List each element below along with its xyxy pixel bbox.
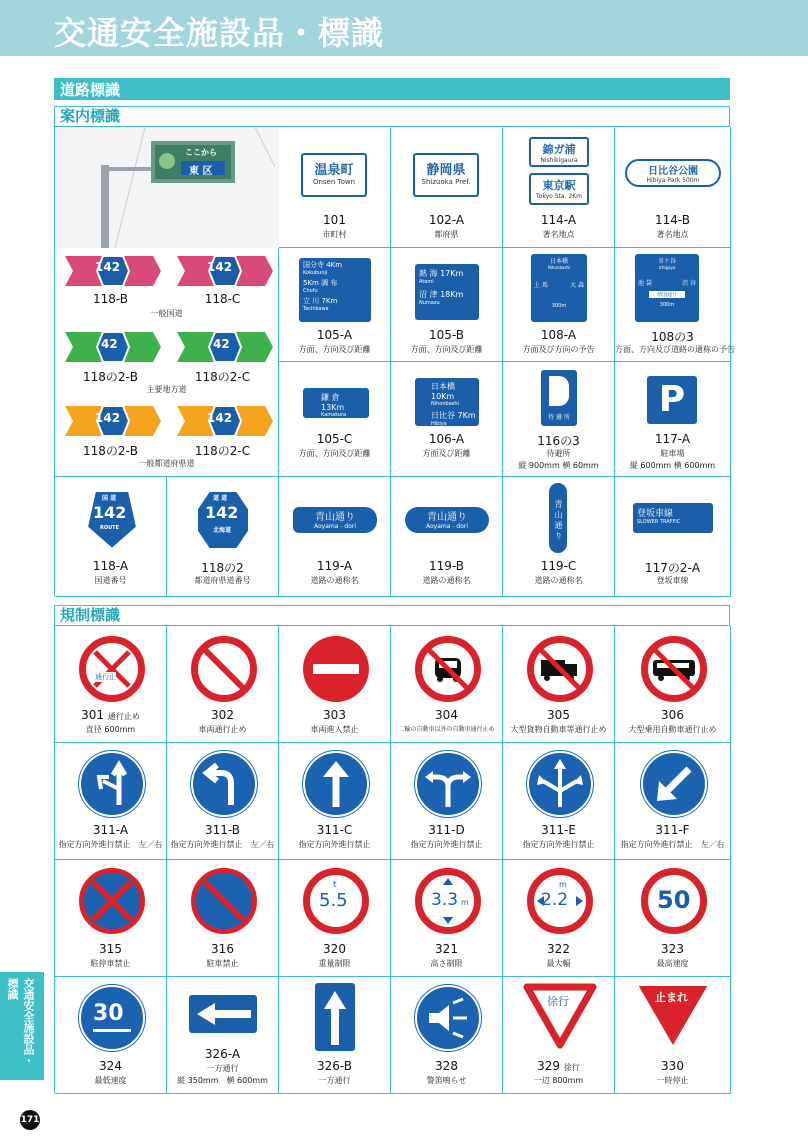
sign-114a-bottom: 東京駅 Tokyo Sta. 2Km (529, 173, 589, 205)
sign-desc-2: 縦 900mm 横 60mm (518, 461, 599, 470)
sign-desc-2: 縦 600mm 横 600mm (629, 461, 716, 470)
sign-cell-326b (279, 977, 391, 1094)
page-title: 交通安全施設品・標識 (54, 14, 385, 52)
sign-code: 118の2-C (194, 370, 251, 384)
sign-desc: 最低速度 (94, 1076, 127, 1085)
sign-323-value: 50 (657, 886, 691, 914)
photo-sign-text-1: ここから (185, 148, 217, 157)
sign-code: 118-A (92, 559, 129, 573)
sign-code: 306 (661, 708, 684, 722)
sign-code: 329 (537, 1059, 561, 1073)
arrow-up-icon (303, 751, 369, 817)
sign-desc: 方面、方向及び道路の通称の予告 (615, 345, 735, 354)
sign-desc: 車両通行止め (198, 725, 247, 734)
sign-cell-315 (55, 860, 167, 977)
sign-301-cross (79, 636, 145, 702)
guide-photo-cell (55, 127, 279, 248)
sign-320-value: 5.5 (319, 890, 348, 911)
arrow-split-left-right-icon (415, 751, 481, 817)
sign-desc: 車両進入禁止 (310, 725, 359, 734)
sign-desc: 方面及び距離 (422, 449, 471, 458)
sign-code: 302 (211, 708, 234, 722)
sign-desc: 指定方向外進行禁止 左／右 (620, 840, 725, 849)
side-tab: 交通安全施設品・標識 (0, 972, 44, 1080)
sign-cell-329 (503, 977, 615, 1094)
page-header (0, 0, 808, 56)
sign-code: 106-A (428, 432, 465, 446)
sign-desc: 著名地点 (542, 230, 575, 239)
sign-desc: 都道府県道番号 (194, 576, 251, 585)
sign-321-unit: m (461, 898, 469, 907)
sign-desc: 駐停車禁止 (90, 959, 131, 968)
sign-code: 311-A (92, 823, 129, 837)
group-label-3: 一般都道府県道 (138, 459, 195, 468)
sign-desc: 一方通行 (206, 1064, 239, 1073)
sign-desc: 一方通行 (318, 1076, 351, 1085)
sign-desc: 著名地点 (656, 230, 689, 239)
sign-code: 311-F (655, 823, 690, 837)
sign-102a: 静岡県 Shizuoka Pref. (413, 153, 479, 197)
sign-1182-bot: 北海道 (213, 527, 232, 534)
sign-desc-2: 縦 350mm 横 600mm (177, 1076, 268, 1085)
sign-cell-102a (391, 127, 503, 248)
sign-101: 温泉町 Onsen Town (301, 153, 367, 197)
sign-desc: 一辺 800mm (533, 1076, 584, 1085)
sign-105a: 国分寺 4Km Kokubunji 5Km 調 布 Chofu 立 川 7Km Tachikawa (299, 258, 371, 322)
sign-code: 105-B (428, 328, 465, 342)
sign-301-label: 通行止 (95, 673, 116, 681)
sign-code: 322 (547, 942, 570, 956)
sign-324-underline (93, 1029, 131, 1032)
arrow-turn-left-icon (191, 751, 257, 817)
sign-code: 315 (99, 942, 122, 956)
sign-cell-1083 (615, 248, 735, 362)
sign-code: 114-A (540, 213, 577, 227)
guide-sign-photo (55, 127, 279, 248)
sign-cell-311e (503, 743, 615, 860)
sign-cell-311c (279, 743, 391, 860)
sign-code: 311-B (204, 823, 241, 837)
sign-117a: P (647, 376, 697, 424)
sign-cell-114b (615, 127, 731, 248)
sign-code: 118の2 (201, 561, 244, 575)
sign-315-cross (79, 868, 145, 934)
sign-code: 303 (323, 708, 346, 722)
sign-code: 102-A (428, 213, 465, 227)
section-title: 道路標識 (54, 78, 730, 100)
sign-322-unit: m (559, 880, 567, 889)
sign-desc: 直径 600mm (85, 725, 136, 734)
sign-code: 301 (81, 708, 105, 722)
sign-1163: 待 避 所 (541, 370, 577, 426)
truck-icon (527, 636, 593, 702)
sign-cell-328 (391, 977, 503, 1094)
sign-303-bar (313, 664, 359, 674)
sign-desc: 重量制限 (318, 959, 351, 968)
hex-1182c-num: 42 (213, 337, 230, 351)
sign-code: 117の2-A (644, 561, 701, 575)
sign-105c: 鎌 倉 13Km Kamakura (303, 388, 369, 418)
bus-icon (641, 636, 707, 702)
hex-118c-num: 142 (207, 260, 233, 274)
sign-cell-304 (391, 626, 503, 743)
sign-321-value: 3.3 (431, 890, 459, 910)
sign-desc: 大型貨物自動車等通行止め (510, 725, 607, 734)
sign-code: 320 (323, 942, 346, 956)
car-icon (415, 636, 481, 702)
sign-1083: 市ケ谷 Ichigaya 池 袋 渋 谷 靖国通り 300m (635, 254, 699, 322)
sign-cell-326a (167, 977, 279, 1094)
sign-desc: 国道番号 (94, 576, 127, 585)
sign-desc: 最大幅 (546, 959, 571, 968)
route-signs-cell (55, 248, 279, 477)
sign-1172a: 登坂車線 SLOWER TRAFFIC (633, 503, 713, 533)
sign-cell-305 (503, 626, 615, 743)
sign-code: 118の2-C (194, 444, 251, 458)
sign-cell-105a (279, 248, 391, 362)
sign-code: 114-B (654, 213, 691, 227)
sign-118a-bot: ROUTE (100, 525, 119, 531)
sign-cell-322 (503, 860, 615, 977)
sign-cell-323 (615, 860, 731, 977)
sign-desc: 指定方向外進行禁止 左／右 (170, 840, 275, 849)
sign-code: 311-C (316, 823, 353, 837)
arrow-three-way-icon (527, 751, 593, 817)
sign-code: 105-A (316, 328, 353, 342)
sign-desc: 一時停止 (656, 1076, 689, 1085)
sign-320-unit: t (333, 880, 337, 890)
sign-cell-311d (391, 743, 503, 860)
sign-desc: 方面、方向及び距離 (298, 449, 371, 458)
sign-316-slash (191, 868, 257, 934)
sign-119c: 青 山 通 り (549, 483, 567, 553)
sign-cell-108a (503, 248, 615, 362)
sign-cell-105c (279, 362, 391, 477)
sign-code: 105-C (316, 432, 353, 446)
sign-cell-311b (167, 743, 279, 860)
sign-desc: 方面、方向及び距離 (410, 345, 483, 354)
hex-1182b-num: 42 (101, 337, 118, 351)
sign-330-label: 止まれ (655, 991, 688, 1004)
sign-cell-1182 (167, 477, 279, 597)
sign-code: 117-A (654, 432, 691, 446)
sign-desc: 二輪の自動車以外の自動車通行止め (398, 726, 495, 733)
sign-code-2: 徐行 (563, 1063, 580, 1072)
sign-code: 321 (435, 942, 458, 956)
sign-desc: 待避所 (546, 449, 571, 458)
sign-desc: 駐車場 (660, 449, 685, 458)
sign-cell-117a (615, 362, 731, 477)
arrow-up-icon (315, 983, 355, 1051)
sign-cell-302 (167, 626, 279, 743)
sign-cell-106a (391, 362, 503, 477)
sign-1182-num: 142 (205, 503, 239, 522)
sign-cell-1172a (615, 477, 731, 597)
sign-desc: 指定方向外進行禁止 (522, 840, 595, 849)
sign-desc: 市町村 (322, 230, 347, 239)
sign-119a: 青山通り Aoyama - dori (293, 507, 377, 533)
sign-desc: 大型乗用自動車通行止め (628, 725, 717, 734)
sign-code: 108の3 (651, 330, 694, 344)
sign-code: 311-D (428, 823, 465, 837)
sign-desc: 最高速度 (656, 959, 689, 968)
sign-cell-119b (391, 477, 503, 597)
sign-cell-101 (279, 127, 391, 248)
sign-code: 119-A (316, 559, 353, 573)
group-label-2: 主要地方道 (146, 385, 187, 394)
guide-signs-title: 案内標識 (54, 106, 730, 126)
sign-code: 118-C (204, 292, 241, 306)
arrow-up-left-icon (79, 751, 145, 817)
sign-code: 118の2-B (82, 444, 139, 458)
sign-code: 316 (211, 942, 234, 956)
regulatory-signs-grid (54, 625, 730, 1093)
sign-code: 305 (547, 708, 570, 722)
sign-code: 324 (99, 1059, 122, 1073)
sign-cell-303 (279, 626, 391, 743)
sign-code: 101 (323, 213, 346, 227)
sign-desc: 方面及び方向の予告 (522, 345, 595, 354)
sign-code: 119-B (428, 559, 465, 573)
sign-cell-320 (279, 860, 391, 977)
sign-code: 108-A (540, 328, 577, 342)
sign-code: 119-C (540, 559, 577, 573)
sign-desc: 駐車禁止 (206, 959, 239, 968)
sign-code: 326-B (316, 1059, 353, 1073)
sign-desc: 道路の通称名 (534, 576, 583, 585)
sign-cell-321 (391, 860, 503, 977)
sign-desc: 指定方向外進行禁止 (410, 840, 483, 849)
sign-cell-119c (503, 477, 615, 597)
sign-108a: 日本橋 Nihonbashi 上 馬 大 森 300m (531, 254, 587, 322)
sign-cell-316 (167, 860, 279, 977)
sign-desc: 指定方向外進行禁止 左／右 (58, 840, 163, 849)
sign-118a-num: 142 (93, 503, 127, 522)
sign-code-2: 通行止め (107, 712, 140, 721)
sign-cell-330 (615, 977, 731, 1094)
sign-106a: 日本橋 10Km Nihonbashi 日比谷 7Km Hibiya (415, 378, 479, 426)
guide-signs-grid (54, 126, 735, 596)
sign-desc: 都府県 (434, 230, 459, 239)
sign-cell-114a (503, 127, 615, 248)
sign-desc: 道路の通称名 (310, 576, 359, 585)
group-label-1: 一般国道 (150, 309, 183, 318)
sign-cell-301 (55, 626, 167, 743)
horn-icon (415, 985, 481, 1051)
sign-cell-119a (279, 477, 391, 597)
sign-cell-311a (55, 743, 167, 860)
sign-code: 116の3 (537, 434, 580, 448)
arrow-down-left-icon (641, 751, 707, 817)
page-number: 171 (20, 1110, 40, 1130)
sign-desc: 方面、方向及び距離 (298, 345, 371, 354)
sign-cell-311f (615, 743, 731, 860)
sign-114a-top: 錦ガ浦 Nishikigaura (529, 137, 589, 167)
sign-desc: 道路の通称名 (422, 576, 471, 585)
sign-118a-top: 国 道 (102, 495, 117, 502)
sign-322-value: 2.2 (541, 890, 569, 910)
sign-cell-306 (615, 626, 731, 743)
regulatory-signs-title: 規制標識 (54, 605, 730, 625)
sign-329-label: 徐行 (547, 995, 569, 1008)
sign-desc: 指定方向外進行禁止 (298, 840, 371, 849)
sign-code: 328 (435, 1059, 458, 1073)
sign-code: 323 (661, 942, 684, 956)
hex-118b-num: 142 (95, 260, 121, 274)
arrow-left-icon (189, 995, 257, 1033)
sign-cell-118a (55, 477, 167, 597)
sign-desc: 登坂車線 (656, 576, 689, 585)
sign-119b: 青山通り Aoyama - dori (405, 507, 489, 533)
sign-302-slash (191, 636, 257, 702)
sign-code: 330 (661, 1059, 684, 1073)
hex-1182c2-num: 142 (207, 411, 233, 425)
sign-105b: 熱 海 17Km Atami 沼 津 18Km Numazu (415, 264, 479, 320)
sign-code: 326-A (204, 1047, 241, 1061)
sign-desc: 高さ制限 (430, 959, 463, 968)
sign-desc: 警笛鳴らせ (426, 1076, 467, 1085)
sign-code: 311-E (541, 823, 576, 837)
sign-cell-1163 (503, 362, 615, 477)
sign-1182-top: 道 道 (213, 495, 228, 502)
sign-114b: 日比谷公園 Hibiya Park 500m (625, 159, 721, 187)
sign-cell-324 (55, 977, 167, 1094)
sign-cell-105b (391, 248, 503, 362)
photo-sign-text-2: 東 区 (189, 166, 213, 177)
sign-324-value: 30 (93, 1001, 124, 1026)
sign-code: 118-B (92, 292, 129, 306)
sign-code: 304 (435, 708, 458, 722)
sign-code: 118の2-B (82, 370, 139, 384)
hex-1182b2-num: 142 (95, 411, 121, 425)
